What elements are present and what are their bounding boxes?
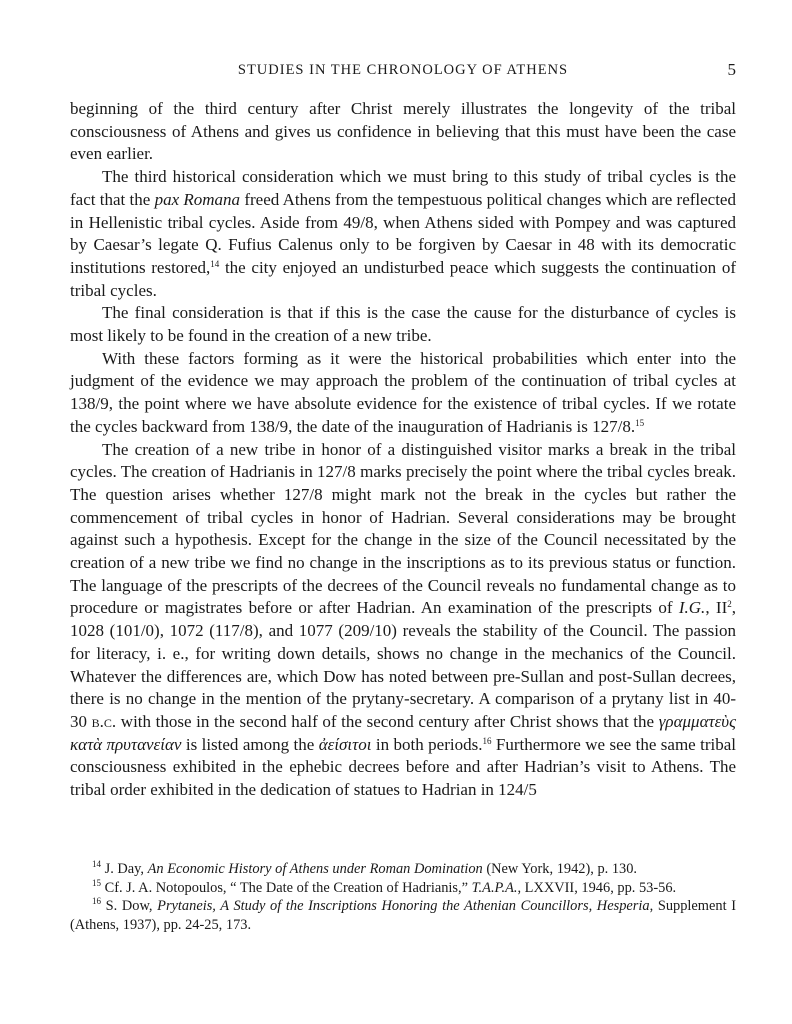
paragraph-5-text-h: is listed among the: [181, 734, 319, 754]
paragraph-5-text-f: with those in the second half of the second century after Christ shows that the: [116, 711, 659, 731]
footnote-ref-15: 15: [635, 417, 645, 428]
paragraph-3: [70, 302, 736, 347]
paragraph-5-text-a: The creation of a new tribe in honor of a distinguished visitor marks a break in the tribal cycles. The creation of Hadrianis in 127/8 marks precisely the point where the tribal cycles break. The question arises whether 127/8 might mark not the break in the cycles but rather the commencement of tribal cycles in honor of Hadrian. Several considerations may be brought against such a hypothesis. Except for the change in the size of the Council necessitated by the creation of a new tribe we find no change in the inscriptions as to its previous status or function. The language of the prescripts of the decrees of the Council reveals no fundamental change as to procedure or magistrates before or after Hadrian. An examination of the prescripts of: [70, 439, 736, 618]
footnote-text: J. Day,: [101, 861, 148, 877]
paragraph-5-text-k: Furthermore we see the same tribal consciousness exhibited in the ephebic decrees before and after Hadrian’s visit to Athens. The tribal order exhibited in the dedication of statues to Hadrian in 124/5: [70, 734, 737, 800]
pax-romana-italic: pax Romana: [154, 189, 241, 209]
page-header: [70, 60, 736, 84]
footnote-title-italic: Prytaneis, A Study of the Inscriptions Honoring the Athenian Councillors, Hesperia: [157, 898, 650, 915]
footnote-text: Cf. J. A. Notopoulos, “ The Date of the Creation of Hadrianis,”: [101, 879, 472, 896]
paragraph-3-text: The final consideration is that if this is the case the cause for the disturbance of cycles is most likely to be found in the creation of a new tribe.: [70, 303, 736, 346]
footnote-text: ,: [649, 898, 654, 915]
footnote-number: 15: [92, 877, 101, 888]
paragraph-5: [70, 439, 736, 802]
paragraph-4: [70, 348, 736, 439]
paragraph-2: [70, 166, 736, 302]
footnote-text: (New York, 1942), p. 130.: [482, 861, 638, 877]
greek-phrase-1: γραμματεὺς κατὰ πρυτανείαν: [70, 711, 736, 754]
footnotes: [70, 860, 736, 934]
footnote-text: , LXXVII, 1946, pp. 53-56.: [517, 879, 677, 896]
paragraph-5-text-d: , 1028 (101/0), 1072 (117/8), and 1077 (209/10) reveals the stability of the Council. The passion for literacy, i. e., for writing down details, shows no change in the mechanics of the Council. Whatever the differences are, which Dow has noted between pre-Sullan and post-Sullan decrees, there is no change in the mention of the prytany-secretary. A comparison of a prytany list in 40-30: [70, 598, 736, 731]
page-number: 5: [727, 60, 736, 79]
footnote-number: 16: [92, 896, 101, 907]
footnote-number: 14: [92, 859, 101, 869]
footnote-16: [70, 897, 736, 934]
body-text: [70, 98, 736, 802]
footnote-ref-16: 16: [482, 735, 492, 746]
paragraph-1-text: beginning of the third century after Christ merely illustrates the longevity of the tribal consciousness of Athens and gives us confidence in believing that this must have been the case even earlier.: [70, 99, 736, 164]
footnote-text: S. Dow,: [101, 898, 158, 915]
paragraph-2-text-d: the city enjoyed an undisturbed peace which suggests the continuation of tribal cycles.: [70, 257, 736, 300]
greek-phrase-2: ἀείσιτοι: [318, 734, 372, 754]
paragraph-1: [70, 98, 736, 166]
paragraph-4-text: With these factors forming as it were the historical probabilities which enter into the judgment of the evidence we may approach the problem of the continuation of tribal cycles at 138/9, the point where we have absolute evidence for the existence of tribal cycles. If we rotate the cycles backward from 138/9, the date of the inauguration of Hadrianis is 127/8.: [70, 348, 736, 436]
ig-italic: I.G.: [678, 598, 706, 618]
footnote-title-italic: An Economic History of Athens under Roman Domination: [147, 861, 483, 877]
paragraph-5-text-c: , II: [705, 598, 728, 618]
bc-smallcaps: b.c.: [91, 711, 117, 731]
footnote-ref-14: 14: [210, 258, 220, 269]
paragraph-5-text-j: in both periods.: [371, 734, 483, 754]
paragraph-2-text-a: The third historical consideration which we must bring to this study of tribal cycles is the fact that the: [70, 167, 736, 209]
running-title: STUDIES IN THE CHRONOLOGY OF ATHENS: [237, 62, 569, 78]
footnote-journal-italic: T.A.P.A.: [471, 879, 518, 896]
superscript-2: 2: [727, 599, 732, 610]
footnote-15: [70, 879, 736, 898]
footnote-14: [70, 860, 736, 879]
footnote-text: Supplement I (Athens, 1937), pp. 24-25, 173.: [70, 898, 736, 933]
paragraph-2-text-c: freed Athens from the tempestuous political changes which are reflected in Hellenistic tribal cycles. Aside from 49/8, when Athens sided with Pompey and was captured by Caesar’s legate Q. Fufius Calenus only to be forgiven by Caesar in 48 with its democratic institutions restored,: [70, 189, 736, 277]
